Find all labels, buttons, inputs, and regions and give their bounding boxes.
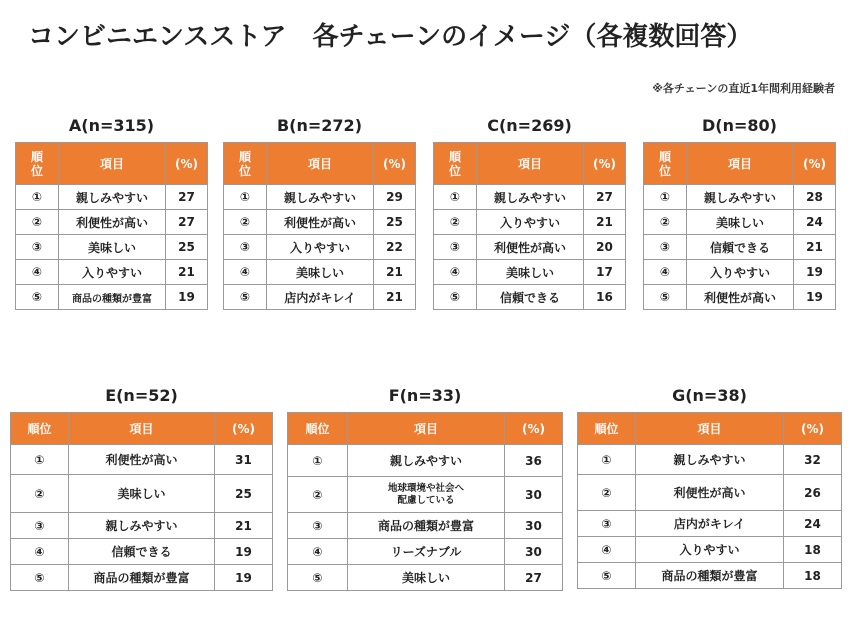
rank-cell: ②: [644, 210, 687, 235]
table-row: [224, 260, 416, 285]
rank-cell: ④: [11, 539, 69, 565]
table-row: [578, 511, 842, 537]
pct-cell: 18: [784, 563, 842, 589]
pct-cell: 17: [584, 260, 626, 285]
table-row: [288, 565, 563, 591]
item-cell: 入りやすい: [636, 537, 784, 563]
rank-cell: ①: [578, 445, 636, 475]
rank-cell: ①: [11, 445, 69, 475]
rank-cell: ②: [578, 475, 636, 511]
item-cell: 入りやすい: [687, 260, 794, 285]
item-cell: 美味しい: [69, 475, 215, 513]
rank-cell: ②: [224, 210, 267, 235]
pct-cell: 27: [584, 185, 626, 210]
table-row: [578, 475, 842, 511]
item-cell: 美味しい: [267, 260, 374, 285]
rank-cell: ③: [224, 235, 267, 260]
chain-d-label: D(n=80): [702, 116, 777, 135]
pct-cell: 22: [374, 235, 416, 260]
item-header: 項目: [59, 143, 166, 185]
chain-d-table: [643, 142, 836, 310]
table-row: [644, 210, 836, 235]
pct-cell: 32: [784, 445, 842, 475]
pct-cell: 19: [215, 565, 273, 591]
chain-a-label: A(n=315): [68, 116, 155, 135]
rank-cell: ⑤: [288, 565, 348, 591]
table-row: [434, 260, 626, 285]
chain-b-table: [223, 142, 416, 310]
item-cell: 商品の種類が豊富: [59, 285, 166, 310]
pct-cell: 16: [584, 285, 626, 310]
item-header: 項目: [69, 413, 215, 445]
pct-cell: 21: [794, 235, 836, 260]
item-cell: 入りやすい: [267, 235, 374, 260]
rank-header: 順 位: [644, 143, 687, 185]
rank-cell: ④: [288, 539, 348, 565]
table-row: [644, 260, 836, 285]
table-row: [578, 563, 842, 589]
item-cell: 親しみやすい: [348, 445, 505, 477]
rank-cell: ②: [288, 477, 348, 513]
item-cell: 信頼できる: [477, 285, 584, 310]
item-cell: 利便性が高い: [267, 210, 374, 235]
table-row: [578, 537, 842, 563]
table-row: [16, 185, 208, 210]
item-header: 項目: [636, 413, 784, 445]
pct-cell: 29: [374, 185, 416, 210]
pct-header: (%): [584, 143, 626, 185]
rank-header: 順 位: [224, 143, 267, 185]
rank-cell: ②: [434, 210, 477, 235]
chain-b-label: B(n=272): [276, 116, 362, 135]
rank-cell: ①: [16, 185, 59, 210]
rank-cell: ③: [288, 513, 348, 539]
pct-cell: 28: [794, 185, 836, 210]
pct-cell: 19: [215, 539, 273, 565]
rank-cell: ③: [11, 513, 69, 539]
table-row: [578, 445, 842, 475]
rank-cell: ⑤: [224, 285, 267, 310]
item-cell: 店内がキレイ: [267, 285, 374, 310]
item-cell: 利便性が高い: [59, 210, 166, 235]
table-row: [644, 285, 836, 310]
pct-cell: 27: [166, 210, 208, 235]
item-cell: 親しみやすい: [69, 513, 215, 539]
item-cell: 利便性が高い: [69, 445, 215, 475]
chain-e-panel: [10, 385, 273, 591]
pct-cell: 19: [794, 285, 836, 310]
item-header: 項目: [267, 143, 374, 185]
pct-cell: 21: [374, 260, 416, 285]
item-cell: 信頼できる: [687, 235, 794, 260]
item-cell: 親しみやすい: [687, 185, 794, 210]
rank-cell: ④: [578, 537, 636, 563]
chain-g-panel: [577, 385, 842, 589]
chain-e-table: [10, 412, 273, 591]
item-cell: 入りやすい: [477, 210, 584, 235]
pct-cell: 30: [505, 477, 563, 513]
pct-cell: 21: [166, 260, 208, 285]
rank-header: 順 位: [16, 143, 59, 185]
pct-cell: 18: [784, 537, 842, 563]
rank-header: 順 位: [434, 143, 477, 185]
item-cell: 親しみやすい: [636, 445, 784, 475]
pct-cell: 21: [374, 285, 416, 310]
chain-g-label: G(n=38): [672, 386, 747, 405]
table-row: [11, 445, 273, 475]
item-cell: 地球環境や社会へ 配慮している: [348, 477, 505, 513]
rank-cell: ⑤: [644, 285, 687, 310]
rank-cell: ④: [644, 260, 687, 285]
table-row: [288, 445, 563, 477]
pct-cell: 19: [794, 260, 836, 285]
pct-header: (%): [505, 413, 563, 445]
rank-cell: ②: [16, 210, 59, 235]
table-row: [288, 513, 563, 539]
table-row: [434, 210, 626, 235]
pct-header: (%): [215, 413, 273, 445]
rank-cell: ④: [434, 260, 477, 285]
pct-cell: 21: [584, 210, 626, 235]
rank-header: 順位: [288, 413, 348, 445]
item-cell: 信頼できる: [69, 539, 215, 565]
item-cell: 利便性が高い: [687, 285, 794, 310]
item-cell: 美味しい: [477, 260, 584, 285]
item-cell: 美味しい: [59, 235, 166, 260]
pct-cell: 24: [794, 210, 836, 235]
table-row: [224, 285, 416, 310]
pct-cell: 25: [215, 475, 273, 513]
table-row: [644, 185, 836, 210]
pct-cell: 30: [505, 513, 563, 539]
item-header: 項目: [477, 143, 584, 185]
item-cell: 商品の種類が豊富: [636, 563, 784, 589]
pct-cell: 24: [784, 511, 842, 537]
rank-cell: ⑤: [434, 285, 477, 310]
item-cell: 美味しい: [687, 210, 794, 235]
rank-cell: ⑤: [578, 563, 636, 589]
pct-cell: 36: [505, 445, 563, 477]
table-row: [11, 565, 273, 591]
chain-g-table: [577, 412, 842, 589]
item-cell: 親しみやすい: [59, 185, 166, 210]
pct-cell: 30: [505, 539, 563, 565]
chain-f-table: [287, 412, 563, 591]
pct-header: (%): [166, 143, 208, 185]
table-row: [434, 185, 626, 210]
item-cell: 利便性が高い: [636, 475, 784, 511]
rank-header: 順位: [578, 413, 636, 445]
pct-cell: 26: [784, 475, 842, 511]
rank-cell: ②: [11, 475, 69, 513]
table-row: [434, 235, 626, 260]
chain-b-panel: [223, 115, 416, 310]
rank-cell: ④: [16, 260, 59, 285]
rank-cell: ③: [434, 235, 477, 260]
pct-header: (%): [794, 143, 836, 185]
rank-cell: ④: [224, 260, 267, 285]
table-row: [16, 285, 208, 310]
table-row: [11, 475, 273, 513]
chain-c-label: C(n=269): [487, 116, 572, 135]
table-row: [11, 539, 273, 565]
item-cell: 店内がキレイ: [636, 511, 784, 537]
table-row: [288, 477, 563, 513]
pct-cell: 19: [166, 285, 208, 310]
item-cell: リーズナブル: [348, 539, 505, 565]
chain-f-label: F(n=33): [388, 386, 462, 405]
rank-cell: ①: [224, 185, 267, 210]
item-cell: 商品の種類が豊富: [348, 513, 505, 539]
rank-cell: ①: [288, 445, 348, 477]
pct-cell: 25: [166, 235, 208, 260]
item-cell: 商品の種類が豊富: [69, 565, 215, 591]
item-cell: 親しみやすい: [477, 185, 584, 210]
item-cell: 美味しい: [348, 565, 505, 591]
pct-cell: 21: [215, 513, 273, 539]
item-header: 項目: [348, 413, 505, 445]
rank-header: 順位: [11, 413, 69, 445]
item-header: 項目: [687, 143, 794, 185]
table-row: [224, 210, 416, 235]
pct-header: (%): [374, 143, 416, 185]
chain-a-table: [15, 142, 208, 310]
chain-d-panel: [643, 115, 836, 310]
pct-cell: 27: [166, 185, 208, 210]
item-cell: 入りやすい: [59, 260, 166, 285]
table-row: [224, 235, 416, 260]
pct-cell: 31: [215, 445, 273, 475]
item-cell: 利便性が高い: [477, 235, 584, 260]
rank-cell: ①: [644, 185, 687, 210]
rank-cell: ①: [434, 185, 477, 210]
item-cell: 親しみやすい: [267, 185, 374, 210]
rank-cell: ⑤: [16, 285, 59, 310]
sample-note: ※各チェーンの直近1年間利用経験者: [652, 82, 835, 95]
chain-c-table: [433, 142, 626, 310]
rank-cell: ③: [644, 235, 687, 260]
page-title: コンビニエンスストア 各チェーンのイメージ（各複数回答）: [28, 22, 753, 52]
rank-cell: ⑤: [11, 565, 69, 591]
table-row: [434, 285, 626, 310]
chain-e-label: E(n=52): [105, 386, 178, 405]
table-row: [11, 513, 273, 539]
table-row: [16, 210, 208, 235]
rank-cell: ③: [578, 511, 636, 537]
pct-header: (%): [784, 413, 842, 445]
table-row: [16, 235, 208, 260]
pct-cell: 27: [505, 565, 563, 591]
chain-c-panel: [433, 115, 626, 310]
rank-cell: ③: [16, 235, 59, 260]
table-row: [288, 539, 563, 565]
table-row: [224, 185, 416, 210]
chain-f-panel: [287, 385, 563, 591]
pct-cell: 20: [584, 235, 626, 260]
pct-cell: 25: [374, 210, 416, 235]
chain-a-panel: [15, 115, 208, 310]
table-row: [16, 260, 208, 285]
table-row: [644, 235, 836, 260]
